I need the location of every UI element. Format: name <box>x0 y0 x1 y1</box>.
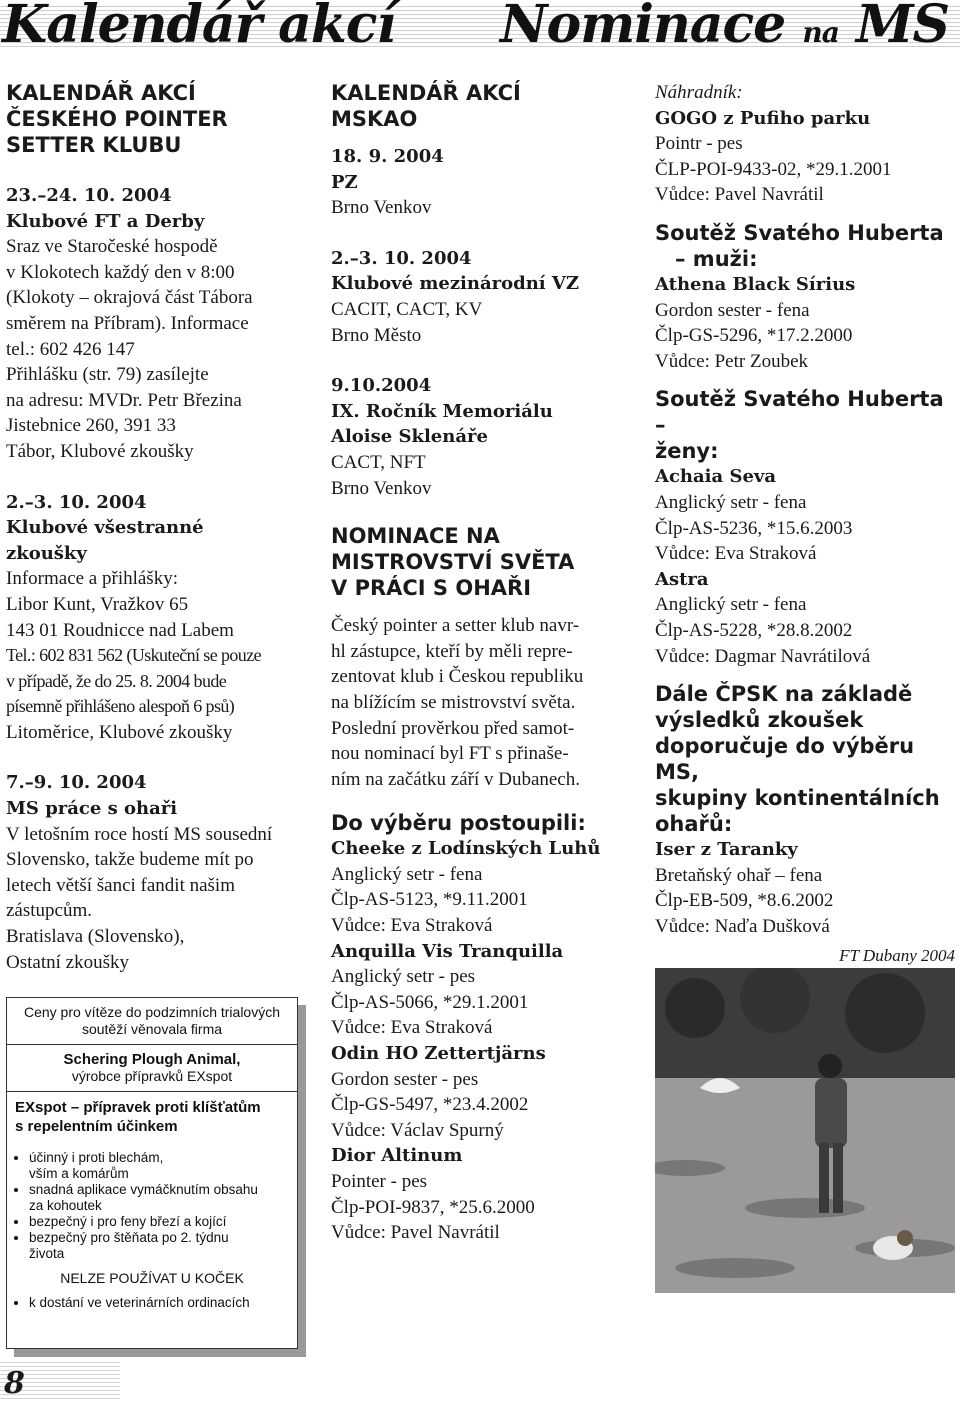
club-calendar-heading <box>6 80 306 158</box>
event-line: Ostatní zkoušky <box>6 951 129 973</box>
ad-product <box>7 1092 297 1144</box>
dog-line: Anglický setr - fena <box>331 863 483 885</box>
photo-illustration <box>655 968 955 1293</box>
event-title: zkoušky <box>6 542 87 564</box>
event-line: v případě, že do 25. 8. 2004 bude <box>6 670 227 691</box>
heading-line: Soutěž Svatého Huberta – <box>655 387 944 438</box>
heading-line: ženy: <box>655 439 719 464</box>
ad-product-line: EXspot – přípravek proti klíšťatům <box>15 1099 261 1116</box>
ad-product-line: s repelentním účinkem <box>15 1118 178 1135</box>
column-club-calendar <box>6 80 306 975</box>
header-right-title-a: Nominace <box>500 0 786 55</box>
text-line: Poslední prověrkou před samot- <box>331 717 575 739</box>
men-heading <box>655 220 955 272</box>
event-vz <box>331 246 631 348</box>
event-date: 2.–3. 10. 2004 <box>331 247 472 269</box>
heading-line: Soutěž Svatého Huberta <box>655 220 944 245</box>
photo-caption: FT Dubany 2004 <box>839 946 955 965</box>
event-line: CACT, NFT <box>331 451 426 473</box>
event-line: zástupcům. <box>6 900 93 922</box>
dog-name: Cheeke z Lodínských Luhů <box>331 838 601 860</box>
event-title: PZ <box>331 171 358 193</box>
ad-intro <box>7 998 297 1044</box>
dog-line: Člp-EB-509, *8.6.2002 <box>655 890 834 912</box>
dog-line: Gordon sester - fena <box>655 299 810 321</box>
nomination-text <box>331 613 631 792</box>
ad-intro-line: Ceny pro vítěze do podzimních trialových <box>23 1004 280 1020</box>
dog-line: Vůdce: Eva Straková <box>331 915 493 937</box>
ad-company-name: Schering Plough Animal, <box>63 1051 241 1068</box>
event-date: 7.–9. 10. 2004 <box>6 772 147 794</box>
event-title: IX. Ročník Memoriálu <box>331 400 553 422</box>
dog-line: Pointer - pes <box>331 1171 428 1192</box>
dog-line: Člp-AS-5236, *15.6.2003 <box>655 517 853 539</box>
heading-line: Dále ČPSK na základě <box>655 682 913 707</box>
heading-line: NOMINACE NA <box>331 524 500 549</box>
dog-line: Člp-AS-5123, *9.11.2001 <box>331 889 528 911</box>
header-right-title-b: MS <box>855 0 950 55</box>
dog-line: Vůdce: Václav Spurný <box>331 1119 504 1141</box>
heading-line: – muži: <box>675 246 758 271</box>
exspot-advertisement <box>6 997 298 1349</box>
event-line: V letošním roce hostí MS sousední <box>6 823 273 845</box>
header-right-title-na: na <box>802 16 839 49</box>
dog-line: Vůdce: Pavel Navrátil <box>655 184 824 206</box>
heading-line: skupiny kontinentálních <box>655 786 940 811</box>
selected-dogs <box>331 836 631 1246</box>
header-left-title: Kalendář akcí <box>2 0 396 55</box>
dog-line: Člp-AS-5066, *29.1.2001 <box>331 991 529 1013</box>
dog-line: Bretaňský ohař – fena <box>655 864 823 886</box>
dog-line: Vůdce: Eva Straková <box>655 543 817 565</box>
header-right-title <box>500 0 949 55</box>
event-ft-derby <box>6 183 306 465</box>
dog-line: Pointr - pes <box>655 133 743 155</box>
event-title: Klubové mezinárodní VZ <box>331 273 580 295</box>
dog-name: Odin HO Zettertjärns <box>331 1043 546 1065</box>
event-line: Tel.: 602 831 562 (Uskuteční se pouze <box>6 645 261 666</box>
dog-line: ČLP-POI-9433-02, *29.1.2001 <box>655 158 892 180</box>
event-line: Litoměrice, Klubové zkoušky <box>6 721 233 743</box>
women-heading <box>655 386 955 464</box>
event-line: CACIT, CACT, KV <box>331 298 483 320</box>
event-line: směrem na Příbram). Informace <box>6 312 249 334</box>
event-line: Brno Venkov <box>331 197 432 219</box>
event-title: Klubové FT a Derby <box>6 210 205 232</box>
dog-line: Vůdce: Naďa Dušková <box>655 915 830 937</box>
substitute-label: Náhradník: <box>655 82 743 103</box>
heading-line: doporučuje do výběru MS, <box>655 734 915 785</box>
heading-line: MISTROVSTVÍ SVĚTA <box>331 550 575 575</box>
text-line: hl zástupce, kteří by měli repre- <box>331 640 573 662</box>
dog-line: Člp-AS-5228, *28.8.2002 <box>655 619 853 641</box>
event-world-championship <box>6 770 306 975</box>
handler-with-dog-photo <box>655 968 955 1293</box>
dog-line: Anglický setr - fena <box>655 594 807 616</box>
ad-warning: NELZE POUŽÍVAT U KOČEK <box>60 1270 244 1286</box>
event-line: Sraz ve Staročeské hospodě <box>6 236 218 258</box>
dog-name: Achaia Seva <box>655 466 777 488</box>
dog-line: Anglický setr - fena <box>655 491 807 513</box>
selected-heading: Do výběru postoupili: <box>331 811 586 836</box>
event-date: 9.10.2004 <box>331 375 432 397</box>
page-header <box>0 0 960 58</box>
ad-availability-list <box>7 1295 297 1311</box>
ad-company <box>7 1045 297 1091</box>
heading-line: ohařů: <box>655 812 733 837</box>
event-line: na adresu: MVDr. Petr Březina <box>6 389 242 411</box>
dog-line: Vůdce: Dagmar Navrátilová <box>655 645 871 667</box>
text-line: Český pointer a setter klub navr- <box>331 615 580 637</box>
event-line: Jistebnice 260, 391 33 <box>6 415 176 437</box>
column-mskao-calendar <box>331 80 631 1246</box>
event-pz <box>331 144 631 221</box>
dog-line: Člp-GS-5497, *23.4.2002 <box>331 1094 529 1116</box>
text-line: nou nominací byl FT s přinaše- <box>331 743 569 765</box>
ad-benefit: • snadná aplikace vymáčknutím obsahu za kohoutek <box>29 1182 297 1214</box>
heading-line: ČESKÉHO POINTER <box>6 107 228 131</box>
text-line: zentovat klub i Českou republiku <box>331 666 584 688</box>
heading-line: SETTER KLUBU <box>6 133 182 157</box>
event-versatile-tests <box>6 490 306 746</box>
dog-line: Člp-POI-9837, *25.6.2000 <box>331 1196 535 1218</box>
event-memorial <box>331 373 631 501</box>
ad-availability: • k dostání ve veterinárních ordinacích <box>29 1295 297 1311</box>
event-line: Informace a přihlášky: <box>6 568 178 590</box>
column-nominations <box>655 80 955 939</box>
dog-name: GOGO z Pufiho parku <box>655 107 871 129</box>
event-line: Tábor, Klubové zkoušky <box>6 440 194 462</box>
event-line: 143 01 Roudnicce nad Labem <box>6 619 234 641</box>
event-line: Brno Venkov <box>331 477 432 499</box>
ad-benefit: • účinný i proti blechám, vším a komárům <box>29 1150 297 1182</box>
event-line: Libor Kunt, Vražkov 65 <box>6 593 189 615</box>
dog-name: Athena Black Sírius <box>655 273 856 295</box>
heading-line: výsledků zkoušek <box>655 708 864 733</box>
dog-line: Vůdce: Eva Straková <box>331 1017 493 1039</box>
event-line: letech větší šanci fandit našim <box>6 874 235 896</box>
event-line: Slovensko, takže budeme mít po <box>6 849 254 871</box>
event-line: písemně přihlášeno alespoň 6 psů) <box>6 696 235 717</box>
dog-line: Anglický setr - pes <box>331 966 476 988</box>
dog-line: Gordon sester - pes <box>331 1068 479 1090</box>
event-date: 23.–24. 10. 2004 <box>6 185 172 206</box>
event-title: Aloise Sklenáře <box>331 426 488 448</box>
event-line: v Klokotech každý den v 8:00 <box>6 261 235 283</box>
event-line: Přihlášku (str. 79) zasílejte <box>6 364 209 386</box>
text-line: na blížícím se mistrovství světa. <box>331 691 576 713</box>
event-date: 2.–3. 10. 2004 <box>6 491 147 513</box>
cpsk-heading <box>655 681 955 837</box>
heading-line: MSKAO <box>331 107 418 131</box>
dog-line: Vůdce: Petr Zoubek <box>655 350 809 372</box>
event-line: Brno Město <box>331 324 422 346</box>
dog-name: Astra <box>655 568 709 590</box>
ad-company-sub: výrobce přípravků EXspot <box>71 1068 233 1084</box>
text-line: ním na začátku září v Dubanech. <box>331 768 580 790</box>
nomination-heading <box>331 523 631 601</box>
mskao-heading <box>331 80 631 132</box>
event-title: MS práce s ohaři <box>6 798 178 820</box>
ad-benefits-list <box>7 1150 297 1262</box>
event-line: tel.: 602 426 147 <box>6 338 135 360</box>
ad-intro-line: soutěží věnovala firma <box>81 1021 223 1037</box>
heading-line: KALENDÁŘ AKCÍ <box>331 81 521 105</box>
dog-name: Iser z Taranky <box>655 839 798 861</box>
heading-line: V PRÁCI S OHAŘI <box>331 576 532 601</box>
ad-benefit: • bezpečný i pro feny březí a kojící <box>29 1214 297 1230</box>
dog-name: Anquilla Vis Tranquilla <box>331 940 564 962</box>
event-title: Klubové všestranné <box>6 517 204 539</box>
page-number: 8 <box>4 1366 25 1401</box>
dog-line: Vůdce: Pavel Navrátil <box>331 1222 500 1244</box>
event-date: 18. 9. 2004 <box>331 146 444 167</box>
dog-line: Člp-GS-5296, *17.2.2000 <box>655 325 853 347</box>
event-line: Bratislava (Slovensko), <box>6 926 185 948</box>
event-line: (Klokoty – okrajová část Tábora <box>6 287 253 309</box>
ad-benefit: • bezpečný pro štěňata po 2. týdnu života <box>29 1230 297 1262</box>
dog-name: Dior Altinum <box>331 1145 463 1167</box>
heading-line: KALENDÁŘ AKCÍ <box>6 81 196 105</box>
